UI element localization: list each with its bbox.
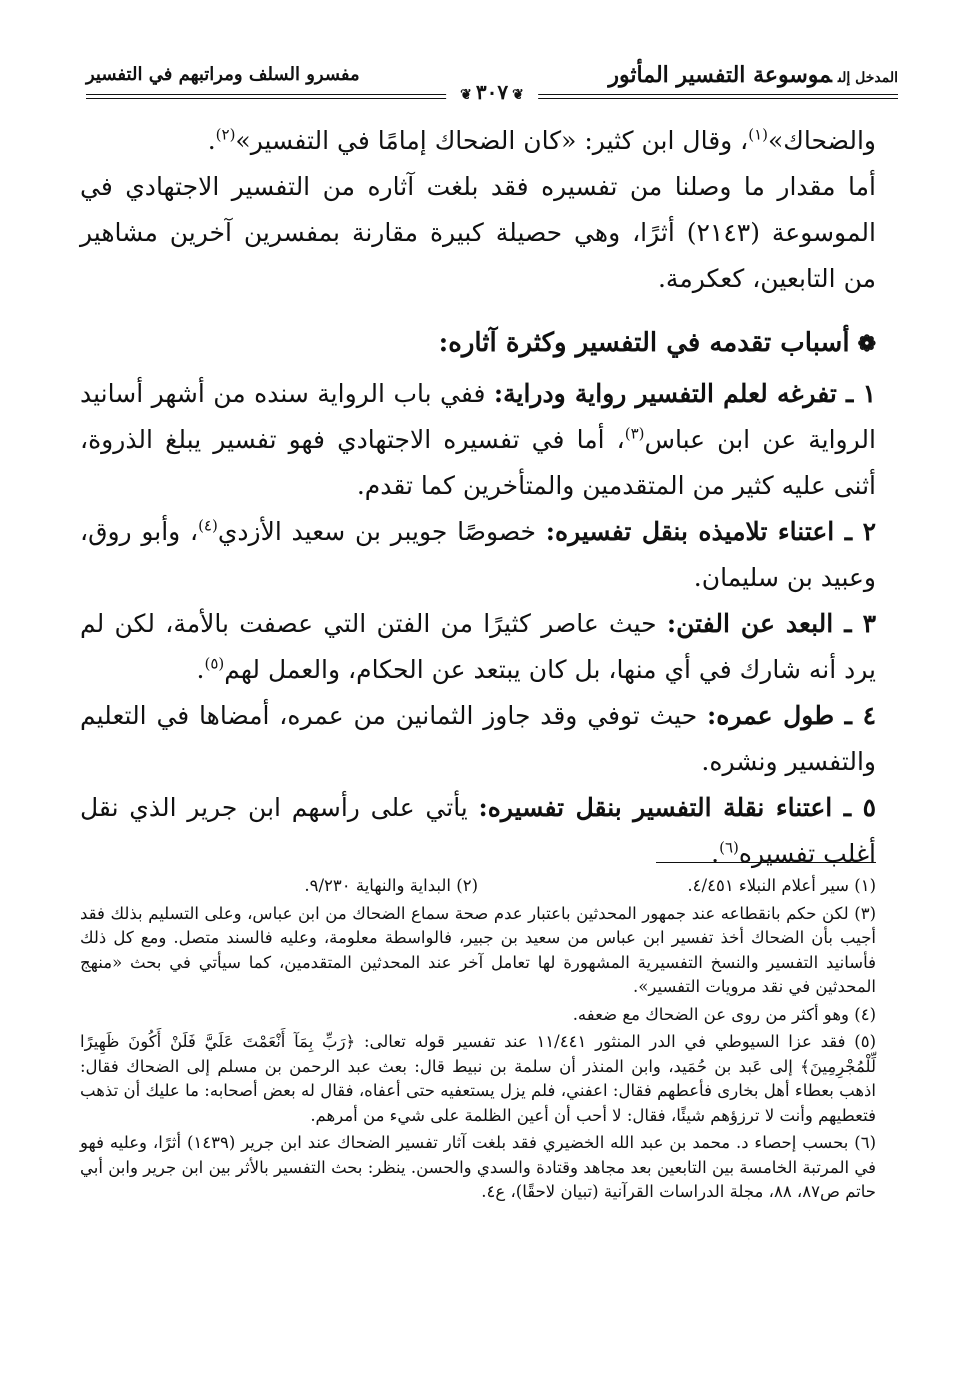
paragraph-text-part: ، وقال ابن كثير: «كان الضحاك إمامًا في التفسير»	[235, 126, 749, 155]
list-item-lead: ٥ ـ اعتناء نقلة التفسير بنقل تفسيره:	[478, 793, 877, 822]
paragraph	[80, 118, 876, 164]
list-item	[80, 371, 876, 509]
list-item-lead: ٢ ـ اعتناء تلاميذه بنقل تفسيره:	[545, 517, 877, 546]
list-item-text: خصوصًا جويبر بن سعيد الأزدي	[217, 517, 546, 546]
list-item-text: ففي باب الرواية سنده من أشهر أسانيد الرواية عن ابن عباس	[80, 379, 876, 454]
book-title-calligraphy: موسوعة التفسير المأثور	[608, 62, 832, 88]
footnotes	[80, 874, 876, 1208]
page-header	[86, 52, 898, 104]
list-item-text-continued: ، أما في تفسيره الاجتهادي فهو تفسير يبلغ الذروة، أثنى عليه كثير من المتقدمين والمتأخرين كما تقدم.	[80, 425, 876, 500]
main-text	[80, 118, 876, 877]
list-item-text-continued: .	[196, 655, 205, 684]
list-item-text: يأتي على رأسهم ابن جرير الذي نقل أغلب تفسيره	[80, 793, 876, 868]
section-heading-text: أسباب تقدمه في التفسير وكثرة آثاره:	[438, 328, 850, 358]
footnote-ref: (٥)	[204, 654, 225, 673]
flower-ornament-icon: ❁	[857, 331, 876, 357]
paragraph-text-part: والضحاك»	[768, 126, 876, 155]
period: .	[207, 126, 216, 155]
footnote-5: (٥) فقد عزا السيوطي في الدر المنثور ١١/٤٤١ عند تفسير قوله تعالى: ﴿رَبِّ بِمَآ أَنْعَمْتَ عَلَيَّ فَلَنْ أَكُونَ ظَهِيرًا لِّلْمُجْرِمِينَ﴾ إلى عَبد بن حُمَيد، وابن المنذر أن سلمة بن نبيط قال: بعث عبد الرحمن بن مسلم إلى الضحاك فقال: اذهب بعطاء أهل بخارى فأعطهم فقال: اعفني، فلم يزل يستعفيه حتى أعفاه، فقال له بعض أصحابه: ما عليك أن تذهب فتعطيهم وأنت لا ترزؤهم شيئًا، فقال: لا أحب أن أعين الظلمة على شيء من أمرهم.	[80, 1032, 876, 1125]
ornament-icon: ❦	[460, 87, 472, 103]
footnote-ref: (٢)	[215, 125, 236, 144]
list-item-lead: ٣ ـ البعد عن الفتن:	[666, 609, 876, 638]
footnote-2: (٢) البداية والنهاية ٩/٢٣٠.	[304, 876, 478, 895]
footnote-ref: (٣)	[624, 424, 645, 443]
page-number	[446, 80, 538, 104]
footnote-ref: (٦)	[719, 838, 739, 857]
list-item-text-continued: ، وأبو روق، وعبيد بن سليمان.	[80, 517, 876, 592]
footnote-separator	[656, 862, 876, 863]
page-number-value: ٣٠٧	[475, 80, 509, 104]
list-item-text: حيث توفي وقد جاوز الثمانين من عمره، أمضاها في التعليم والتفسير ونشره.	[80, 701, 876, 776]
list-item-lead: ١ ـ تفرغه لعلم التفسير رواية ودراية:	[493, 379, 876, 408]
book-title	[608, 62, 898, 88]
book-title-prefix: المدخل إلى	[837, 70, 898, 86]
footnote-4: (٤) وهو أكثر من روى عن الضحاك مع ضعفه.	[572, 1004, 876, 1024]
list-item	[80, 601, 876, 693]
paragraph: أما مقدار ما وصلنا من تفسيره فقد بلغت آثاره من التفسير الاجتهادي في الموسوعة (٢١٤٣) أثرًا، وهي حصيلة كبيرة مقارنة بمفسرين آخرين مشاهير من التابعين، كعكرمة.	[80, 172, 876, 293]
footnote-6: (٦) بحسب إحصاء د. محمد بن عبد الله الخضيري فقد بلغت آثار تفسير الضحاك عند ابن جرير (١٤٣٩) أثرًا، وعليه فهو في المرتبة الخامسة بين التابعين بعد مجاهد وقتادة والسدي والحسن. ينظر: بحث التفسير بالأثر بين ابن جرير وابن أبي حاتم ص٨٧، ٨٨، مجلة الدراسات القرآنية (تبيان لاحقًا)، ع٤.	[80, 1133, 876, 1201]
list-item	[80, 693, 876, 785]
list-item-text-continued: .	[711, 839, 720, 868]
list-item	[80, 785, 876, 877]
list-item-text: حيث عاصر كثيرًا من الفتن التي عصفت بالأمة، لكن لم يرد أنه شارك في أي منها، بل كان يبتعد عن الحكام، والعمل لهم	[80, 609, 876, 684]
paragraph-text	[235, 126, 876, 155]
footnote-ref: (٤)	[198, 516, 218, 535]
ornament-icon: ❦	[512, 87, 524, 103]
list-item	[80, 509, 876, 601]
section-heading	[80, 320, 876, 367]
footnote-pair	[80, 874, 876, 899]
chapter-title: مفسرو السلف ومراتبهم في التفسير	[86, 64, 360, 85]
footnote-1: (١) سير أعلام النبلاء ٤/٤٥١.	[687, 876, 876, 895]
footnote-ref: (١)	[748, 125, 769, 144]
list-item-lead: ٤ ـ طول عمره:	[707, 701, 876, 730]
footnote-3: (٣) لكن حكم بانقطاعه عند جمهور المحدثين باعتبار عدم صحة سماع الضحاك من ابن عباس، وعلى التسليم بذلك فقد أجيب بأن الضحاك أخذ تفسير ابن عباس من سعيد بن جبير، فالواسطة معلومة، وعليه فالسند متصل. ومع كل ذلك فأسانيد التفسير والنسخ التفسيرية المشهورة لها تعامل آخر عند المحدثين المتقدمين، كما سيأتي في بحث «منهج المحدثين في نقد مرويات التفسير».	[80, 903, 876, 996]
